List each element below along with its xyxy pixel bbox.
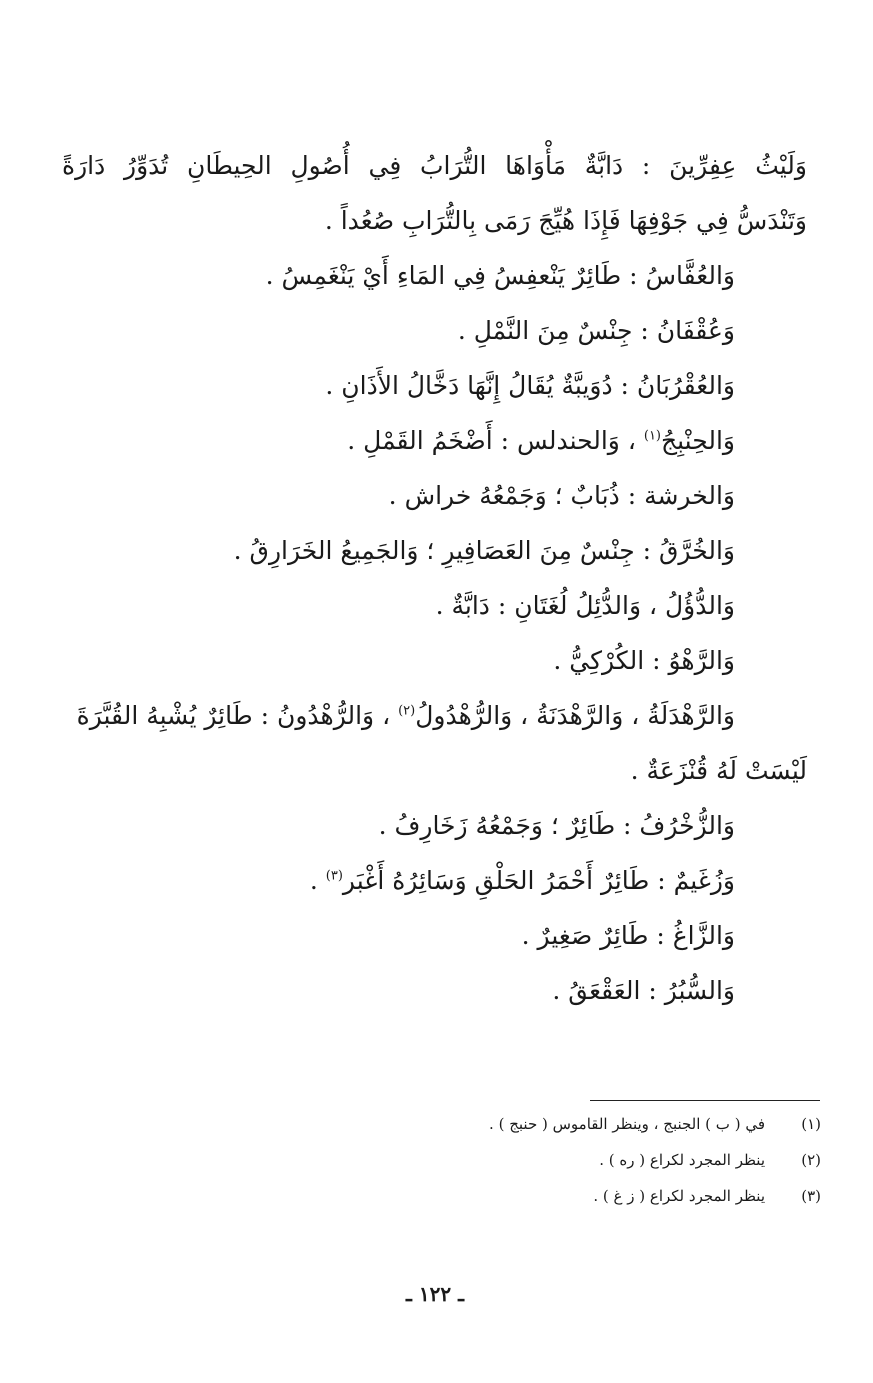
footnote-separator — [590, 1100, 820, 1101]
text-line: وَلَيْثُ عِفِرِّينَ : دَابَّةٌ مَأْوَاهَا التُّرَابُ فِي أُصُولِ الحِيطَانِ تُدَوِّرُ دَارَةً — [62, 151, 807, 180]
text-line: وَالسُّبُرُ : العَقْعَقُ . — [552, 976, 735, 1005]
footnote — [321, 1142, 821, 1178]
footnote-text: في ( ب ) الجنبج ، وينظر القاموس ( حنبج ) . — [489, 1115, 765, 1133]
text-line: وَالعُقْرُبَانُ : دُوَيبَّةٌ يُقَالُ إِنَّهَا دَخَّالُ الأَذَانِ . — [325, 371, 735, 400]
text-segment: وَزُغَيمٌ : طَائِرٌ أَحْمَرُ الحَلْقِ وَسَائِرُهُ أَغْبَر — [342, 866, 735, 895]
text-line: وَالزُّخْرُفُ : طَائِرٌ ؛ وَجَمْعُهُ زَخَارِفُ . — [378, 811, 735, 840]
text-line: لَيْسَتْ لَهُ قُنْزَعَةٌ . — [630, 756, 807, 785]
footnote-ref: (١) — [643, 428, 661, 444]
footnote-number: (٣) — [801, 1187, 821, 1205]
footnote-number: (١) — [801, 1115, 821, 1133]
footnotes — [321, 1106, 821, 1214]
footnote-ref: (٣) — [325, 868, 343, 884]
text-line — [62, 413, 807, 468]
text-line: وَالخرشة : ذُبَابٌ ؛ وَجَمْعُهُ خراش . — [388, 481, 735, 510]
text-line: وَعُقْفَانُ : جِنْسٌ مِنَ النَّمْلِ . — [457, 316, 735, 345]
text-segment: وَالحِنْبِجُ — [661, 426, 735, 455]
text-line: وَتَنْدَسُّ فِي جَوْفِهَا فَإِذَا هُيِّجَ رَمَى بِالتُّرَابِ صُعُداً . — [324, 206, 807, 235]
text-segment: ، وَالرُّهْدُونُ : طَائِرٌ يُشْبِهُ القُبَّرَةَ — [76, 701, 399, 730]
text-line: وَالزَّاغُ : طَائِرٌ صَغِيرٌ . — [521, 921, 735, 950]
text-segment: ، وَالحندلس : أَضْخَمُ القَمْلِ . — [347, 426, 644, 455]
footnote — [321, 1106, 821, 1142]
text-line: وَالعُفَّاسُ : طَائِرٌ يَنْعفِسُ فِي المَاءِ أَيْ يَنْغَمِسُ . — [265, 261, 735, 290]
text-line: وَالدُّؤُلُ ، وَالدُّئِلُ لُغَتَانِ : دَابَّةٌ . — [435, 591, 735, 620]
text-line — [62, 688, 807, 743]
main-text — [62, 138, 807, 1018]
footnote-ref: (٢) — [398, 703, 416, 719]
footnote — [321, 1178, 821, 1214]
footnote-text: ينظر المجرد لكراع ( ره ) . — [599, 1151, 765, 1169]
text-line — [62, 853, 807, 908]
text-line: وَالرَّهْوُ : الكُرْكِيُّ . — [553, 646, 735, 675]
text-line: وَالخُرَّقُ : جِنْسٌ مِنَ العَصَافِيرِ ؛ وَالجَمِيعُ الخَرَارِقُ . — [233, 536, 735, 565]
text-segment: وَالرَّهْدَلَةُ ، وَالرَّهْدَنَةُ ، وَالرُّهْدُولُ — [415, 701, 735, 730]
text-segment: . — [309, 866, 326, 895]
footnote-number: (٢) — [801, 1151, 821, 1169]
page-number: ـ ١٢٢ ـ — [406, 1282, 464, 1306]
footnote-text: ينظر المجرد لكراع ( ز غ ) . — [593, 1187, 765, 1205]
